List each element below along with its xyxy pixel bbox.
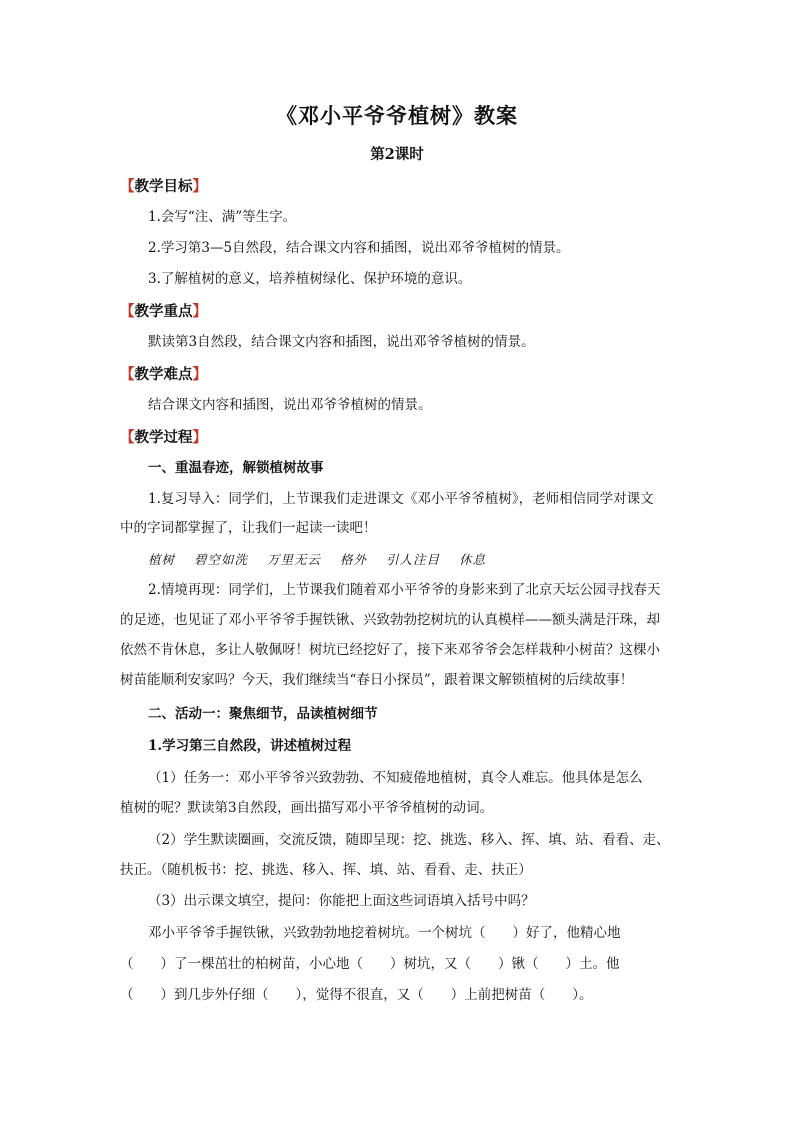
vocab-word: 休息: [459, 552, 487, 567]
heading-key-points: 【教学重点】: [120, 303, 207, 320]
key-points-text: 默读第3自然段，结合课文内容和插图，说出邓爷爷植树的情景。: [148, 334, 535, 350]
vocab-word: 引人注目: [386, 552, 441, 567]
lesson-period: 第2课时: [370, 146, 424, 163]
fill-blank-line-2: （ ）了一棵茁壮的柏树苗，小心地（ ）树坑，又（ ）锹（ ）土。他: [120, 956, 620, 972]
heading-difficulty: 【教学难点】: [120, 366, 207, 383]
vocab-word: 格外: [340, 552, 368, 567]
part-2-title: 二、活动一：聚焦细节，品读植树细节: [148, 706, 378, 722]
review-line-1: 1.复习导入：同学们，上节课我们走进课文《邓小平爷爷植树》，老师相信同学对课文: [148, 491, 654, 507]
difficulty-text: 结合课文内容和插图，说出邓爷爷植树的情景。: [148, 397, 432, 413]
task-3-text: （3）出示课文填空，提问：你能把上面这些词语填入括号中吗？: [148, 893, 535, 909]
scene-line-1: 2.情境再现：同学们，上节课我们随着邓小平爷爷的身影来到了北京天坛公园寻找春天: [148, 582, 661, 598]
vocab-list: [148, 550, 500, 568]
task-1-line-1: （1）任务一：邓小平爷爷兴致勃勃、不知疲倦地植树，真令人难忘。他具体是怎么: [148, 770, 643, 786]
vocab-word: 碧空如洗: [194, 552, 249, 567]
scene-line-3: 依然不肯休息，多让人敬佩呀！树坑已经挖好了，接下来邓爷爷会怎样栽种小树苗？这棵小: [120, 642, 660, 658]
vocab-word: 植树: [148, 552, 176, 567]
scene-line-2: 的足迹，也见证了邓小平爷爷手握铁锹、兴致勃勃挖树坑的认真模样——额头满是汗珠，却: [120, 612, 660, 628]
heading-goals: 【教学目标】: [120, 178, 207, 195]
goal-item-3: 3.了解植树的意义，培养植树绿化、保护环境的意识。: [148, 271, 472, 287]
heading-process: 【教学过程】: [120, 429, 207, 446]
task-2-line-2: 扶正。（随机板书：挖、挑选、移入、挥、填、站、看看、走、扶正）: [120, 862, 532, 878]
subsection-1-title: 1.学习第三自然段，讲述植树过程: [148, 738, 352, 754]
review-line-2: 中的字词都掌握了，让我们一起读一读吧！: [120, 520, 377, 536]
scene-line-4: 树苗能顺利安家吗？今天，我们继续当“春日小探员”，跟着课文解锁植树的后续故事！: [120, 672, 634, 688]
task-1-line-2: 植树的呢？默读第3自然段，画出描写邓小平爷爷植树的动词。: [120, 800, 494, 816]
goal-item-1: 1.会写“注、满”等生字。: [148, 209, 297, 225]
fill-blank-line-3: （ ）到几步外仔细（ ），觉得不很直，又（ ）上前把树苗（ ）。: [120, 987, 593, 1003]
goal-item-2: 2.学习第3—5自然段，结合课文内容和插图，说出邓爷爷植树的情景。: [148, 240, 570, 256]
vocab-word: 万里无云: [267, 552, 322, 567]
part-1-title: 一、重温春迹，解锁植树故事: [148, 460, 324, 476]
page-title: 《邓小平爷爷植树》教案: [276, 103, 518, 128]
fill-blank-line-1: 邓小平爷爷手握铁锹，兴致勃勃地挖着树坑。一个树坑（ ）好了，他精心地: [148, 925, 621, 941]
task-2-line-1: （2）学生默读圈画，交流反馈，随即呈现：挖、挑选、移入、挥、填、站、看看、走、: [148, 832, 670, 848]
